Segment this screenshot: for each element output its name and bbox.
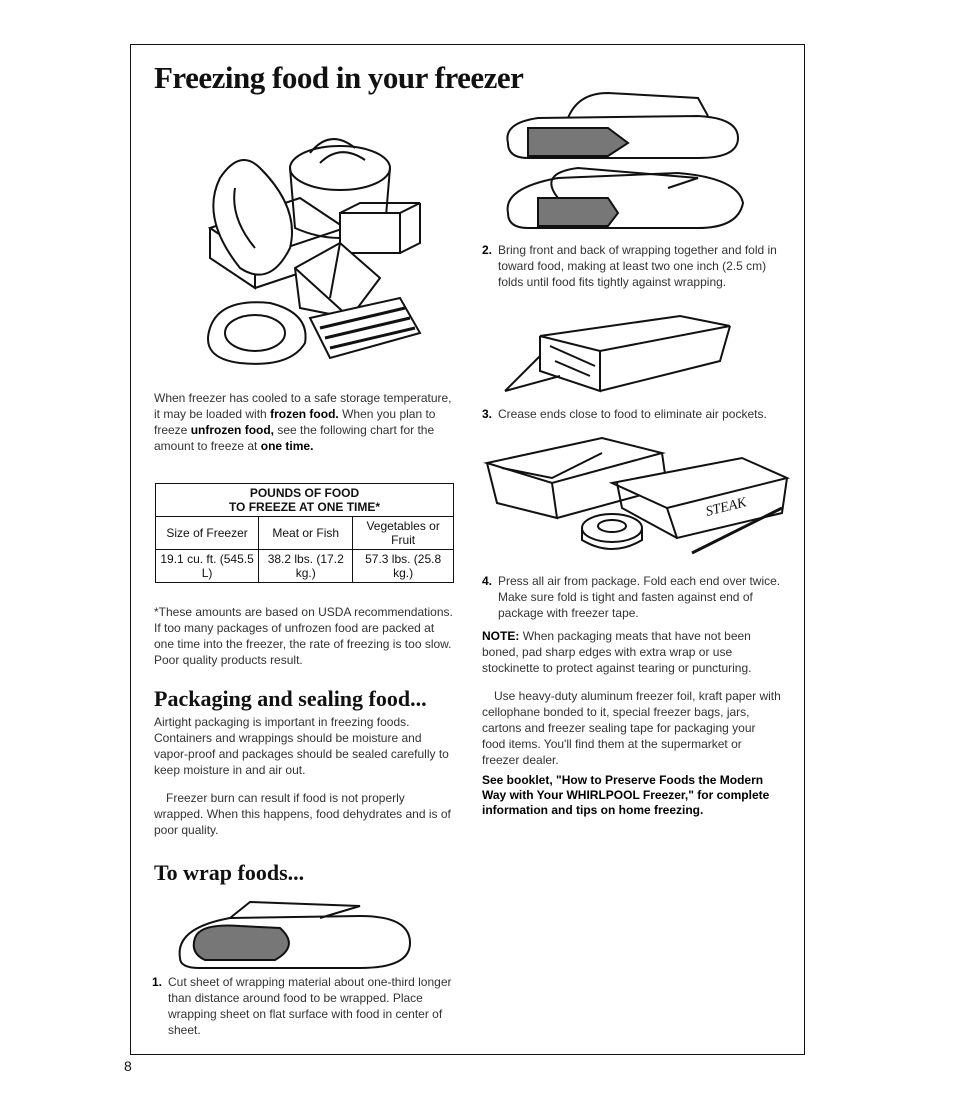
table-footnote: *These amounts are based on USDA recommendations. If too many packages of unfrozen food are packed at one time into the freezer, the rate of freezing is too slow. Poor quality products result. bbox=[154, 605, 453, 667]
wrap-step-3-illustration bbox=[500, 306, 740, 404]
col-meat-head: Meat or Fish bbox=[259, 517, 353, 550]
see-booklet-note: See booklet, "How to Preserve Foods the Modern Way with Your WHIRLPOOL Freezer," for complete information and tips on home freezing. bbox=[482, 773, 770, 817]
col-size-value: 19.1 cu. ft. (545.5 L) bbox=[156, 550, 259, 583]
step-1 bbox=[152, 974, 454, 1038]
table-header-line-2: TO FREEZE AT ONE TIME* bbox=[228, 500, 381, 514]
step-2-text: Bring front and back of wrapping together and fold in toward food, making at least two one inch (2.5 cm) folds until food fits tightly against wrapping. bbox=[498, 243, 777, 289]
step-4-text: Press all air from package. Fold each end over twice. Make sure fold is tight and fasten against end of package with freezer tape. bbox=[498, 574, 781, 620]
intro-text-2: When you plan to freeze bbox=[154, 407, 436, 437]
intro-bold-frozen: frozen food. bbox=[270, 407, 339, 421]
page-number: 8 bbox=[124, 1058, 132, 1074]
wrap-step-2-illustration bbox=[498, 88, 748, 238]
col-size-head: Size of Freezer bbox=[156, 517, 259, 550]
step-4 bbox=[482, 573, 784, 621]
table-header bbox=[156, 484, 454, 517]
step-4-number: 4. bbox=[482, 574, 493, 588]
step-3-number: 3. bbox=[482, 407, 493, 421]
packaging-paragraph-2: Freezer burn can result if food is not properly wrapped. When this happens, food dehydrates and is of poor quality. bbox=[154, 791, 451, 837]
col-veg-head: Vegetables or Fruit bbox=[353, 517, 454, 550]
intro-text-3: see the following chart for the amount to freeze at bbox=[154, 423, 435, 453]
materials-paragraph: Use heavy-duty aluminum freezer foil, kraft paper with cellophane bonded to it, special freezer bags, jars, cartons and freezer sealing tape for packaging your food items. You'll find them at the supermarket or freezer dealer. bbox=[482, 689, 781, 767]
packaging-heading: Packaging and sealing food... bbox=[154, 686, 427, 711]
step-2 bbox=[482, 242, 784, 290]
intro-paragraph bbox=[154, 390, 454, 454]
note-label: NOTE: bbox=[482, 629, 520, 643]
col-veg-value: 57.3 lbs. (25.8 kg.) bbox=[353, 550, 454, 583]
frozen-foods-illustration bbox=[180, 118, 460, 380]
col-meat-value: 38.2 lbs. (17.2 kg.) bbox=[259, 550, 353, 583]
note-paragraph bbox=[482, 628, 782, 676]
wrap-step-4-illustration bbox=[482, 428, 792, 568]
wrap-heading: To wrap foods... bbox=[154, 860, 305, 885]
page-title: Freezing food in your freezer bbox=[154, 60, 524, 95]
steak-tape-label: STEAK bbox=[704, 495, 748, 520]
step-2-number: 2. bbox=[482, 243, 493, 257]
step-1-number: 1. bbox=[152, 975, 163, 989]
wrap-step-1-illustration bbox=[170, 898, 420, 970]
intro-bold-unfrozen: unfrozen food, bbox=[190, 423, 275, 437]
intro-text-1: When freezer has cooled to a safe storage temperature, it may be loaded with bbox=[154, 391, 452, 421]
freeze-amount-table bbox=[155, 483, 454, 583]
step-3-text: Crease ends close to food to eliminate air pockets. bbox=[498, 407, 767, 421]
step-1-text: Cut sheet of wrapping material about one-third longer than distance around food to be wrapped. Place wrapping sheet on flat surface with food in center of sheet. bbox=[168, 975, 452, 1037]
intro-bold-one-time: one time. bbox=[260, 439, 314, 453]
packaging-paragraph-1: Airtight packaging is important in freezing foods. Containers and wrappings should be moisture and vapor-proof and packages should be sealed carefully to keep moisture in and air out. bbox=[154, 715, 449, 777]
step-3 bbox=[482, 406, 784, 422]
note-text: When packaging meats that have not been boned, pad sharp edges with extra wrap or use stockinette to protect against tearing or puncturing. bbox=[482, 629, 752, 675]
table-header-line-1: POUNDS OF FOOD bbox=[249, 486, 360, 500]
